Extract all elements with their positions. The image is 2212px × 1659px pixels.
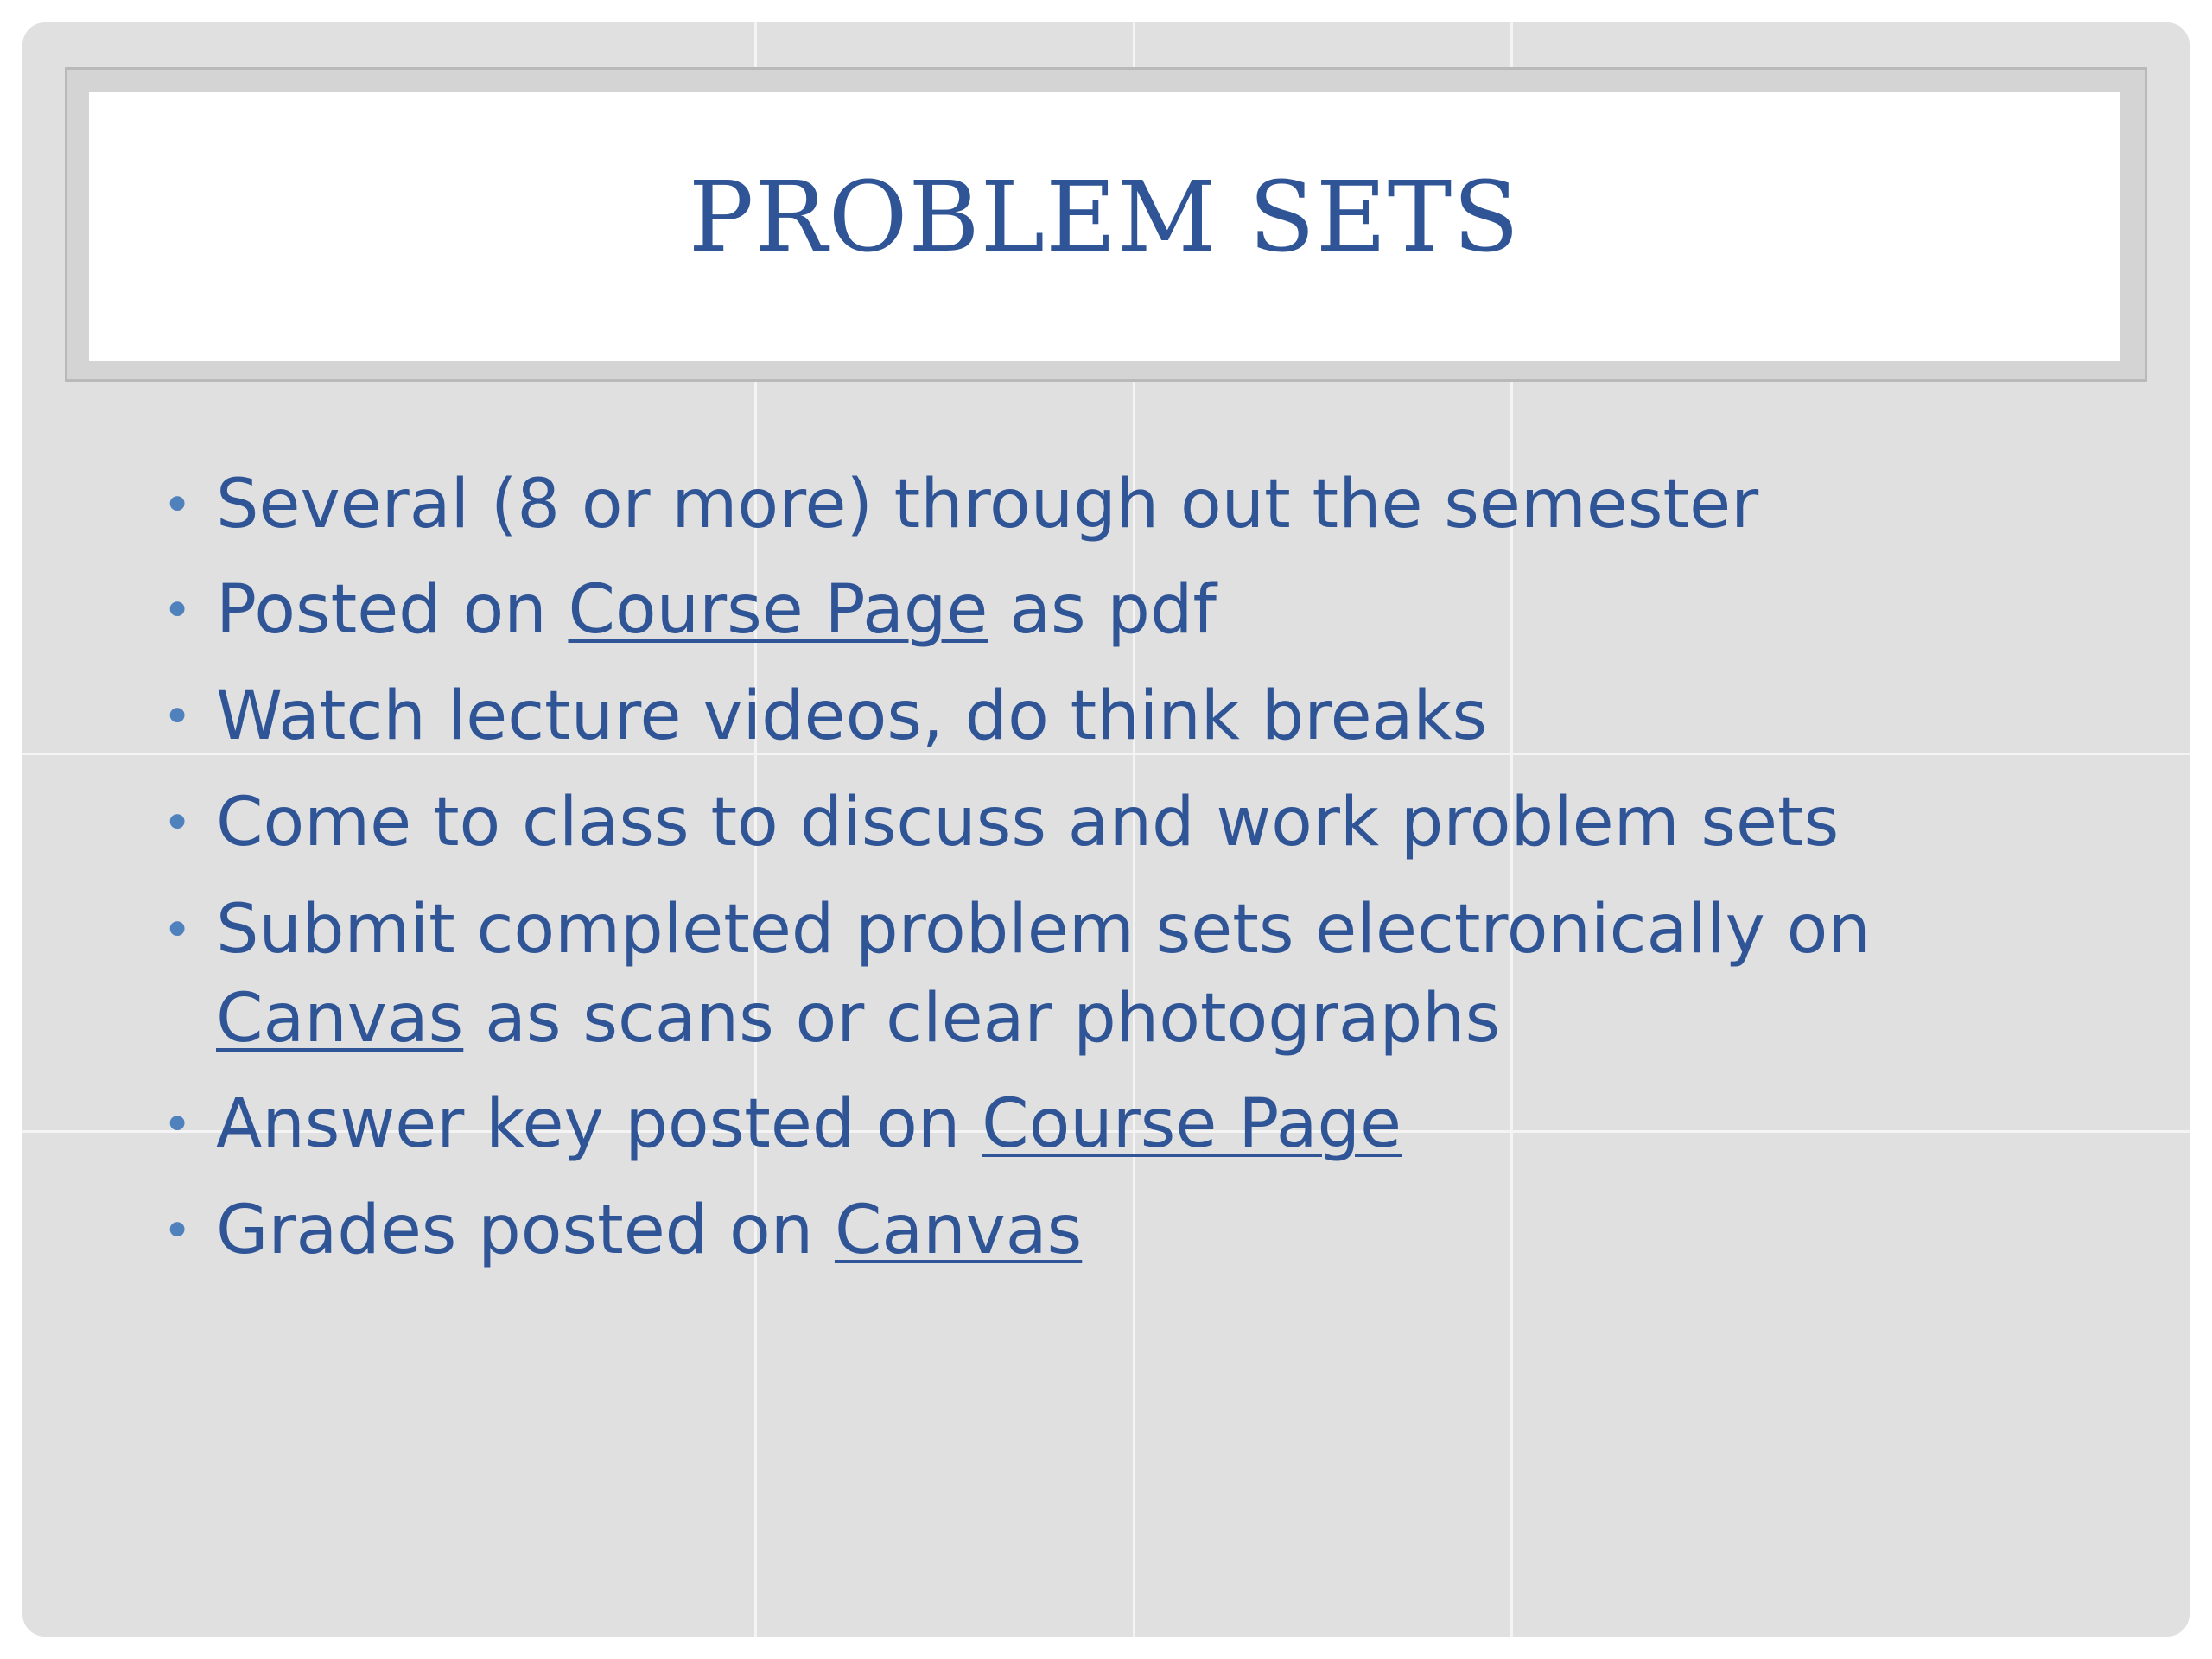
bullet-marker: • xyxy=(162,1095,193,1154)
bullet-text: Submit completed problem sets electronically on xyxy=(216,891,1871,969)
bullet-marker: • xyxy=(162,793,193,852)
bullet-marker: • xyxy=(162,1201,193,1260)
bullet-text: Come to class to discuss and work problem sets xyxy=(216,784,1840,861)
bullet-item-continuation xyxy=(216,974,2100,1064)
bullet-marker: • xyxy=(162,687,193,746)
bullet-text: Grades posted on xyxy=(216,1192,835,1269)
bullet-item xyxy=(162,565,2100,655)
slide-title: PROBLEM SETS xyxy=(688,162,1521,274)
slide xyxy=(22,22,2190,1637)
bullet-item xyxy=(162,671,2100,761)
bullet-text: Posted on xyxy=(216,571,569,649)
bullet-marker: • xyxy=(162,475,193,534)
bullet-text: Several (8 or more) through out the semester xyxy=(216,466,1759,543)
canvas-link[interactable]: Canvas xyxy=(834,1192,1083,1269)
bullet-item xyxy=(162,885,2100,975)
bullet-text: as scans or clear photographs xyxy=(463,980,1501,1058)
bullet-item xyxy=(162,460,2100,550)
bullet-item xyxy=(162,778,2100,868)
bullet-list xyxy=(22,22,2190,1637)
bullet-text: as pdf xyxy=(988,571,1217,649)
course-page-link[interactable]: Course Page xyxy=(568,571,988,649)
bullet-text: Watch lecture videos, do think breaks xyxy=(216,677,1488,755)
canvas-link[interactable]: Canvas xyxy=(216,980,464,1058)
bullet-item xyxy=(162,1185,2100,1275)
course-page-link[interactable]: Course Page xyxy=(982,1085,1402,1163)
bullet-marker: • xyxy=(162,900,193,959)
bullet-item xyxy=(162,1079,2100,1169)
bullet-marker: • xyxy=(162,581,193,639)
bullet-text: Answer key posted on xyxy=(216,1085,982,1163)
